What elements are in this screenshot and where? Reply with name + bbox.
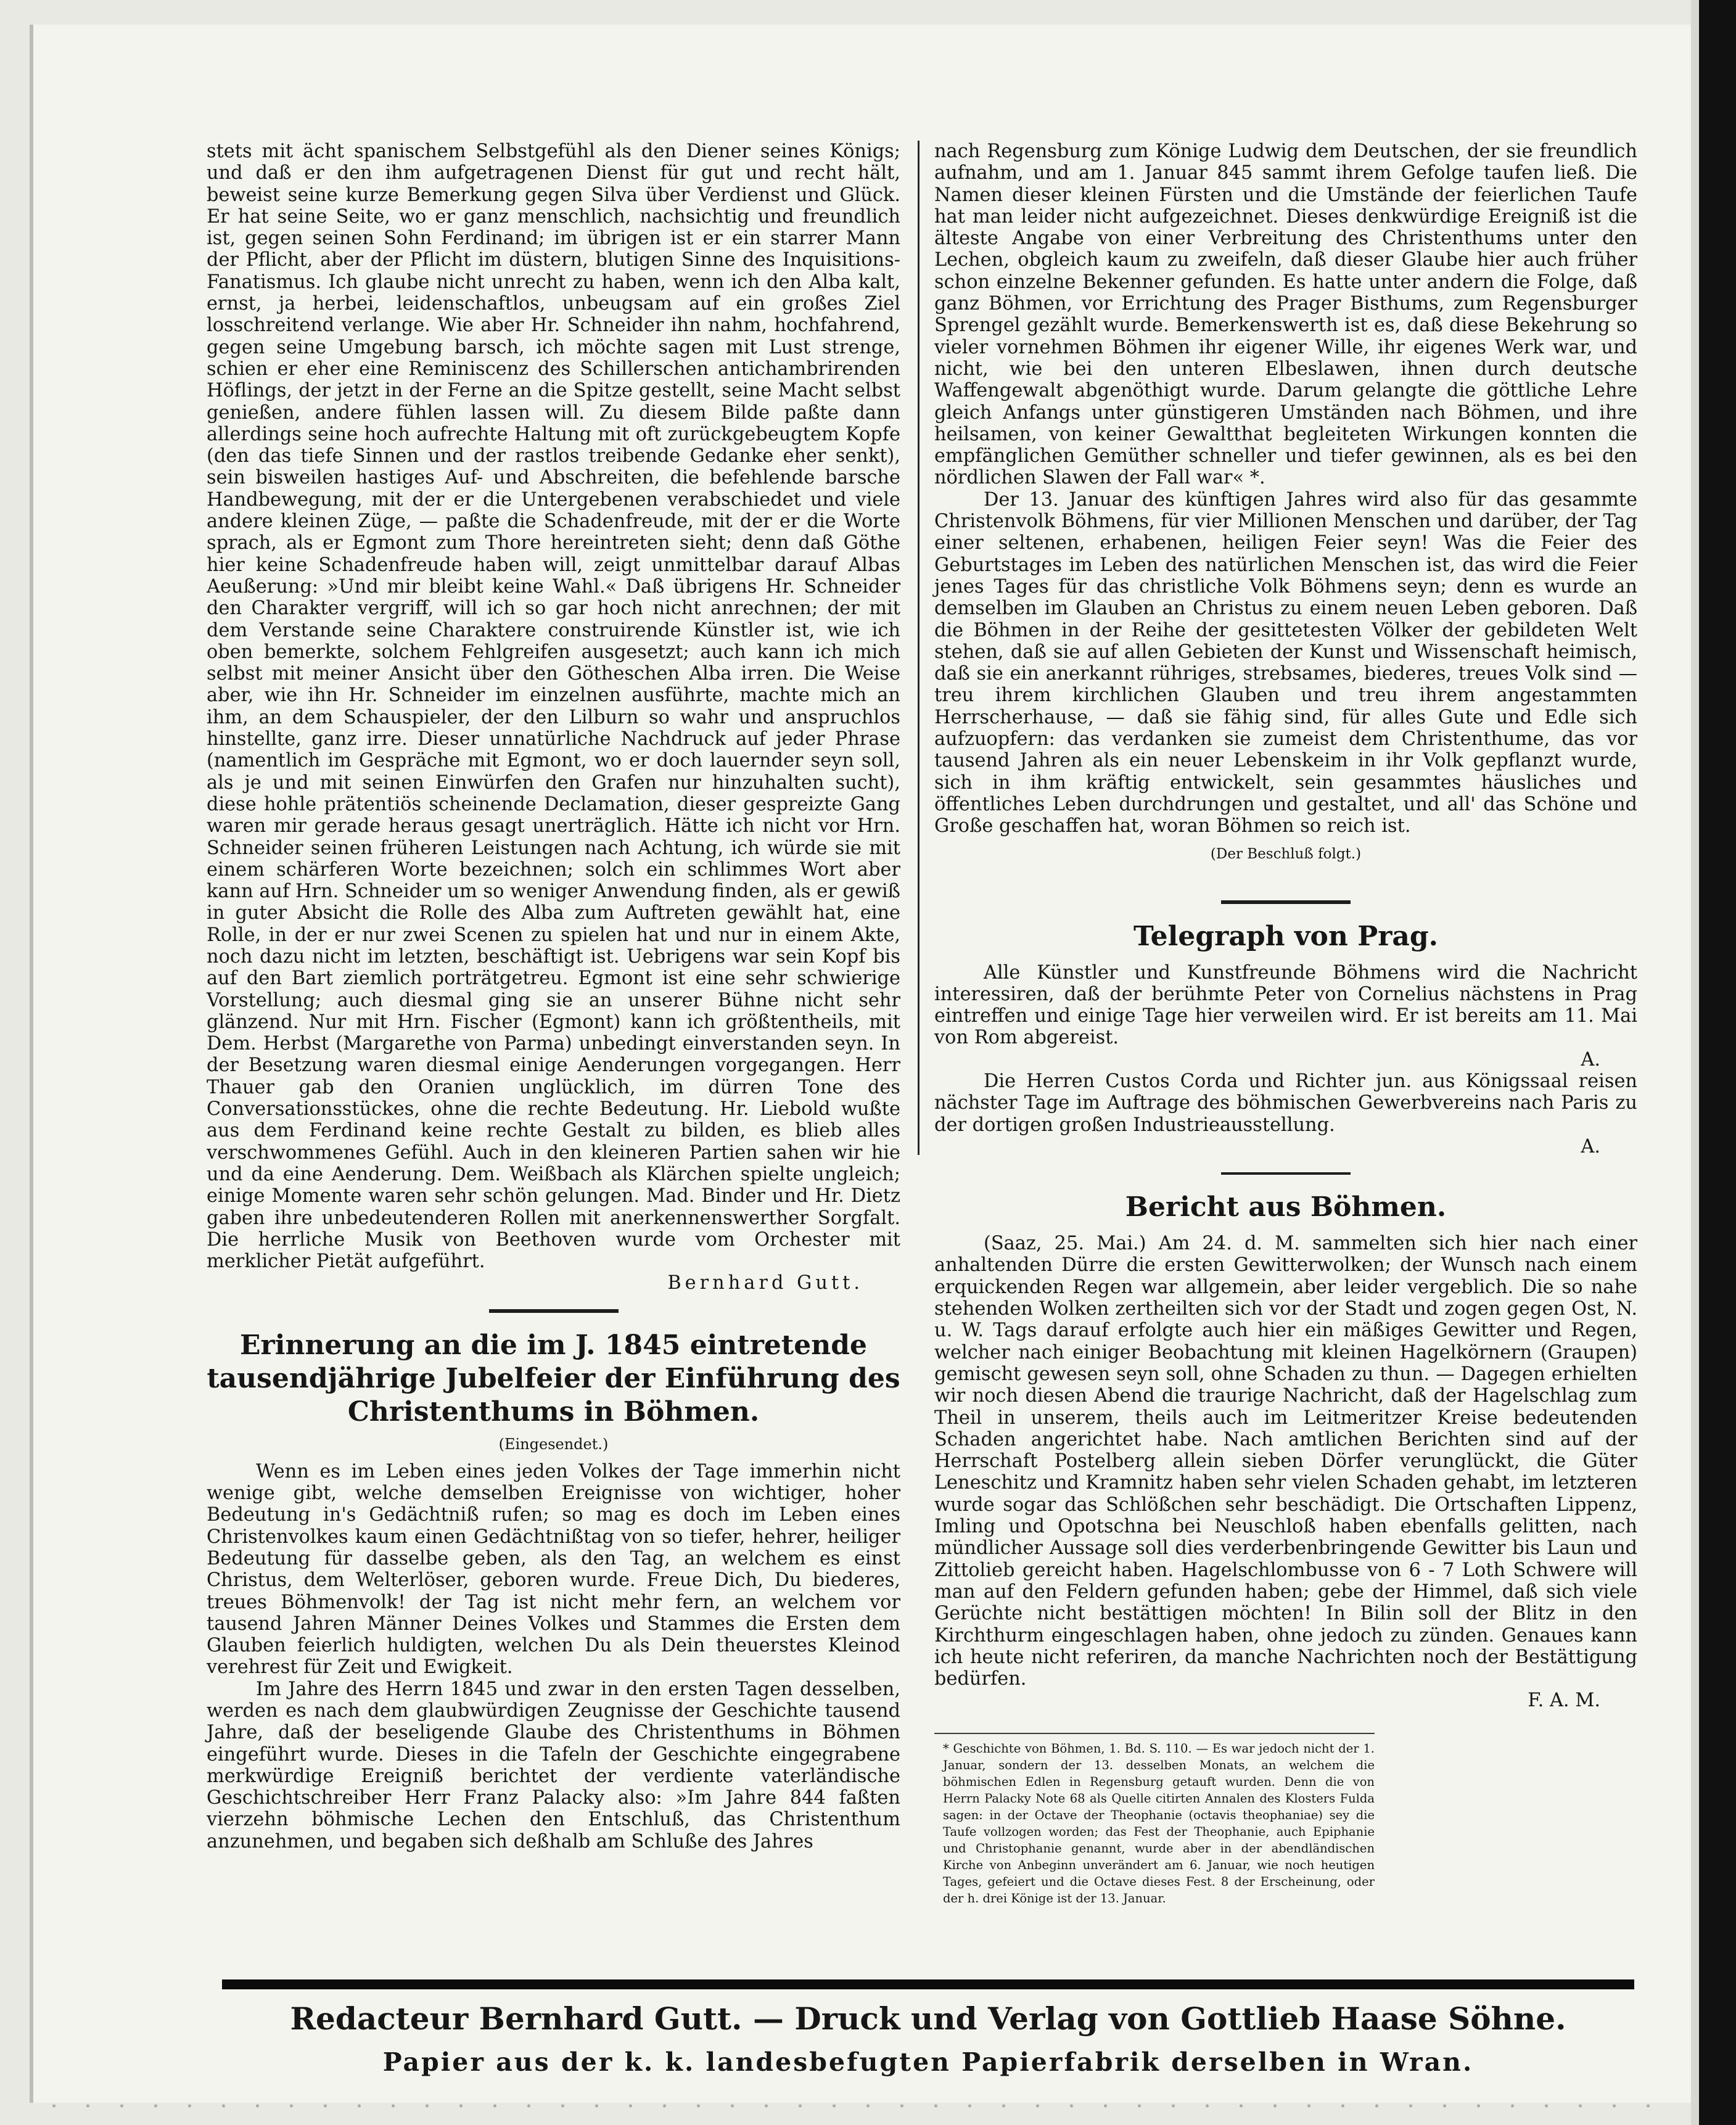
telegraph-signature: A.: [1581, 1135, 1600, 1157]
footnote: * Geschichte von Böhmen, 1. Bd. S. 110. — Es war jedoch nicht der 1. Januar, sondern der 13. desselben Monats, an welchem die böhmischen Edlen in Regensburg getauft wurden. Denn die von Herrn Palacky Note 68 als Quelle citirten Annalen des Klosters Fulda sagen: in der Octave der Theophanie (octavis theophaniae) sey die Taufe vollzogen worden; das Fest der Theophanie, auch Epiphanie und Christophanie genannt, wurde aber in der abendländischen Kirche von Anbeginn unverändert am 6. Januar, wie noch heutigen Tages, gefeiert und die Octave dieses Fest. 8 der Erscheinung, oder der h. drei Könige ist der 13. Januar.: [934, 1733, 1375, 1907]
imprint-rule: [222, 1979, 1634, 1989]
report-title: Bericht aus Böhmen.: [1125, 1191, 1447, 1223]
section-divider: [1221, 1172, 1351, 1175]
imprint-editor-line: Redacteur Bernhard Gutt. — Druck und Verlag von Gottlieb Haase Söhne.: [290, 2000, 1566, 2037]
imprint-paper-line: Papier aus der k. k. landesbefugten Papierfabrik derselben in Wran.: [382, 2047, 1474, 2077]
report-text: (Saaz, 25. Mai.) Am 24. d. M. sammelten sich hier nach einer anhaltenden Dürre die ersten Gewitterwolken; der Wunsch nach einem erquickenden Regen war allgemein, aber leider vergeblich. Die so nahe stehenden Wolken zertheilten sich vor der Stadt und zogen gegen Ost, N. u. W. Tags darauf erfolgte auch hier ein mäßiges Gewitter und Regen, welcher nach einiger Beobachtung mit kleinen Hagelkörnern (Graupen) gemischt gewesen seyn soll, ohne Schaden zu thun. — Dagegen erhielten wir noch diesen Abend die traurige Nachricht, daß der Hagelschlag zum Theil in unserem, theils auch im Leitmeritzer Kreise bedeutenden Schaden angerichtet habe. Nach amtlichen Berichten sind auf der Herrschaft Postelberg allein sieben Dörfer verunglückt, die Güter Leneschitz und Kramnitz haben sehr vielen Schaden gehabt, im letzteren wurde sogar das Schlößchen sehr beschädigt. Die Ortschaften Lippenz, Imling und Opotschna bei Neuschloß haben ebenfalls gelitten, nach mündlicher Aussage soll dies verderbenbringende Gewitter bis Laun und Zittolieb gereicht haben. Hagelschlombusse von 6 - 7 Loth Schwere will man auf den Feldern gefunden haben; gebe der Himmel, daß sich viele Gerüchte nicht bestättigen möchten! In Bilin soll der Blitz in den Kirchthurm eingeschlagen haben, ohne jedoch zu zünden. Genaues kann ich heute nicht referiren, da manche Nachrichten noch der Bestättigung bedürfen.: [934, 1233, 1637, 1690]
article-title: Erinnerung an die im J. 1845 eintretende tausendjährige Jubelfeier der Einführung des Christenthums in Böhmen.: [207, 1329, 900, 1428]
theater-review-signature: Bernhard Gutt.: [667, 1272, 863, 1294]
telegraph-item: Alle Künstler und Kunstfreunde Böhmens wird die Nachricht interessiren, daß der berühmte Peter von Cornelius nächstens in Prag eintreffen und einige Tage hier verweilen wird. Er ist bereits am 11. Mai von Rom abgereist.: [934, 961, 1637, 1049]
article-paragraph: Im Jahre des Herrn 1845 und zwar in den ersten Tagen desselben, werden es nach dem glaubwürdigen Zeugnisse der Geschichte tausend Jahre, daß der beseligende Glaube des Christenthums in Böhmen eingeführt wurde. Dieses in die Tafeln der Geschichte eingegrabene merkwürdige Ereigniß berichtet der verdiente vaterländische Geschichtschreiber Herr Franz Palacky also: »Im Jahre 844 faßten vierzehn böhmische Lechen den Entschluß, das Christenthum anzunehmen, und begaben sich deßhalb am Schluße des Jahres: [207, 1678, 900, 1852]
section-divider: [489, 1309, 619, 1313]
continued-note: (Der Beschluß folgt.): [1210, 845, 1362, 862]
article-subtitle: (Eingesendet.): [498, 1435, 609, 1453]
scan-border: [1699, 0, 1736, 2125]
column-divider: [918, 141, 919, 1155]
theater-review-text: stets mit ächt spanischem Selbstgefühl als den Diener seines Königs; und daß er den ihm aufgetragenen Dienst für gut und recht hält, beweist seine kurze Bemerkung gegen Silva über Verdienst und Glück. Er hat seine Seite, wo er ganz menschlich, nachsichtig und freundlich ist, gegen seinen Sohn Ferdinand; im übrigen ist er ein starrer Mann der Pflicht, aber der Pflicht im düstern, blutigen Sinne des Inquisitions-Fanatismus. Ich glaube nicht unrecht zu haben, wenn ich den Alba kalt, ernst, ja herbei, leidenschaftlos, unbeugsam auf ein großes Ziel losschreitend verlange. Wie aber Hr. Schneider ihn nahm, hochfahrend, gegen seine Umgebung barsch, ich möchte sagen mit Lust strenge, schien er eher eine Reminiscenz des Schillerschen antichambrirenden Höflings, der jetzt in der Ferne an die Spitze gestellt, seine Macht selbst genießen, andere fühlen lassen will. Zu diesem Bilde paßte dann allerdings seine hoch aufrechte Haltung mit oft zurückgebeugtem Kopfe (den das tiefe Sinnen und der rastlos treibende Gedanke eher senkt), sein bisweilen hastiges Auf- und Abschreiten, die befehlende barsche Handbewegung, mit der er die Untergebenen verabschiedet und viele andere kleinen Züge, — paßte die Schadenfreude, mit der er die Worte sprach, als er Egmont zum Thore hereintreten sieht; denn daß Göthe hier keine Schadenfreude haben will, zeigt unmittelbar darauf Albas Aeußerung: »Und mir bleibt keine Wahl.« Daß übrigens Hr. Schneider den Charakter vergriff, will ich so gar hoch nicht anrechnen; der mit dem Verstande seine Charaktere construirende Künstler ist, wie ich oben bemerkte, solchem Fehlgreifen ausgesetzt; auch kann ich mich selbst mit meiner Ansicht über den Götheschen Alba irren. Die Weise aber, wie ihn Hr. Schneider im einzelnen ausführte, machte mich an ihm, an dem Schauspieler, der den Lilburn so wahr und anspruchlos hinstellte, ganz irre. Dieser unnatürliche Nachdruck auf jeder Phrase (namentlich im Gespräche mit Egmont, wo er doch lauernder seyn soll, als je und mit seinen Einwürfen den Grafen nur hinzuhalten sucht), diese hohle prätentiös scheinende Declamation, dieser gespreizte Gang waren mir gerade heraus gesagt unerträglich. Hätte ich nicht vor Hrn. Schneider seinen früheren Leistungen nach Achtung, ich würde sie mit einem schärferen Worte bezeichnen; solch ein schlimmes Wort aber kann auf Hrn. Schneider um so weniger Anwendung finden, als er gewiß in guter Absicht die Rolle des Alba zum Auftreten gewählt hat, eine Rolle, in der er nur zwei Scenen zu spielen hat und nur in einem Akte, noch dazu nicht im letzten, beschäftigt ist. Uebrigens war sein Kopf bis auf den Bart ziemlich porträtgetreu. Egmont ist eine sehr schwierige Vorstellung; auch diesmal ging sie an unserer Bühne nicht sehr glänzend. Nur mit Hrn. Fischer (Egmont) kann ich größtentheils, mit Dem. Herbst (Margarethe von Parma) unbedingt einverstanden seyn. In der Besetzung waren diesmal einige Aenderungen vorgegangen. Herr Thauer gab den Oranien unglücklich, im dürren Tone des Conversationsstückes, ohne die rechte Bedeutung. Hr. Liebold wußte aus dem Ferdinand keine rechte Gestalt zu bilden, es blieb alles verschwommenes Gefühl. Auch in den kleineren Partien sahen wir hie und da eine Aenderung. Dem. Weißbach als Klärchen spielte ungleich; einige Momente waren sehr schön gelungen. Mad. Binder und Hr. Dietz gaben ihre unbedeutenderen Rollen mit anerkennenswerther Sorgfalt. Die herrliche Musik von Beethoven wurde vom Orchester mit merklicher Pietät aufgeführt.: [207, 141, 900, 1273]
scan-artifacts: [37, 2094, 1677, 2118]
telegraph-signature: A.: [1581, 1048, 1600, 1071]
left-column: [207, 141, 900, 1852]
article-continuation: nach Regensburg zum Könige Ludwig dem Deutschen, der sie freundlich aufnahm, und am 1. Januar 845 sammt ihrem Gefolge taufen ließ. Die Namen dieser kleinen Fürsten und die Umstände der feierlichen Taufe hat man leider nicht aufgezeichnet. Dieses denkwürdige Ereigniß ist die älteste Angabe von einer Verbreitung des Christenthums unter den Lechen, obgleich kaum zu zweifeln, daß dieser Glaube hier auch früher schon einzelne Bekenner gefunden. Es hatte unter andern die Folge, daß ganz Böhmen, vor Errichtung des Prager Bisthums, zum Regensburger Sprengel gezählt wurde. Bemerkenswerth ist es, daß diese Bekehrung so vieler vornehmen Böhmen ihr eigener Wille, ihr eigenes Werk war, und nicht, wie bei den unteren Elbeslawen, ihnen durch deutsche Waffengewalt abgenöthigt wurde. Darum gelangte die göttliche Lehre gleich Anfangs unter günstigeren Umständen nach Böhmen, und ihre heilsamen, von keiner Gewaltthat begleiteten Wirkungen konnten die empfänglichen Gemüther schneller und tiefer gewinnen, als es bei den nördlichen Slawen der Fall war« *.: [934, 141, 1637, 489]
report-signature: F. A. M.: [1528, 1690, 1600, 1712]
telegraph-title: Telegraph von Prag.: [1133, 920, 1438, 952]
page-edge-gap: [1691, 0, 1699, 2125]
right-column: [934, 141, 1637, 1907]
article-continuation: Der 13. Januar des künftigen Jahres wird also für das gesammte Christenvolk Böhmens, für vier Millionen Menschen und darüber, der Tag einer seltenen, erhabenen, heiligen Feier seyn! Was die Feier des Geburtstages im Leben des natürlichen Menschen ist, das wird die Feier jenes Tages für das christliche Volk Böhmens seyn; denn es wurde an demselben im Glauben an Christus zu einem neuen Leben geboren. Daß die Böhmen in der Reihe der gesittetesten Völker der gebildeten Welt stehen, daß sie auf allen Gebieten der Kunst und Wissenschaft heimisch, daß sie ein anerkannt rühriges, strebsames, biederes, treues Volk sind — treu ihrem kirchlichen Glauben und treu ihrem angestammten Herrscherhause, — daß sie fähig sind, für alles Gute und Edle sich aufzuopfern: das verdanken sie zumeist dem Christenthume, das vor tausend Jahren als ein neuer Lebenskeim in ihr Volk gepflanzt wurde, sich in ihm kräftig entwickelt, sein gesammtes häusliches und öffentliches Leben durchdrungen und gestaltet, und all' das Schöne und Große geschaffen hat, woran Böhmen so reich ist.: [934, 488, 1637, 837]
section-divider: [1221, 900, 1351, 904]
telegraph-item: Die Herren Custos Corda und Richter jun. aus Königssaal reisen nächster Tage im Auftrage des böhmischen Gewerbvereins nach Paris zu der dortigen großen Industrieausstellung.: [934, 1070, 1637, 1136]
article-paragraph: Wenn es im Leben eines jeden Volkes der Tage immerhin nicht wenige gibt, welche demselben Ereignisse von wichtiger, hoher Bedeutung in's Gedächtniß rufen; so mag es doch im Leben eines Christenvolkes kaum einen Gedächtnißtag von so tiefer, hehrer, heiliger Bedeutung für dasselbe geben, als den Tag, an welchem es einst Christus, dem Welterlöser, geboren wurde. Freue Dich, Du biederes, treues Böhmenvolk! der Tag ist nicht mehr fern, an welchem vor tausend Jahren Männer Deines Volkes und Stammes die Ersten dem Glauben feierlich huldigten, welchen Du als Dein theuerstes Kleinod verehrest für Zeit und Ewigkeit.: [207, 1460, 900, 1679]
